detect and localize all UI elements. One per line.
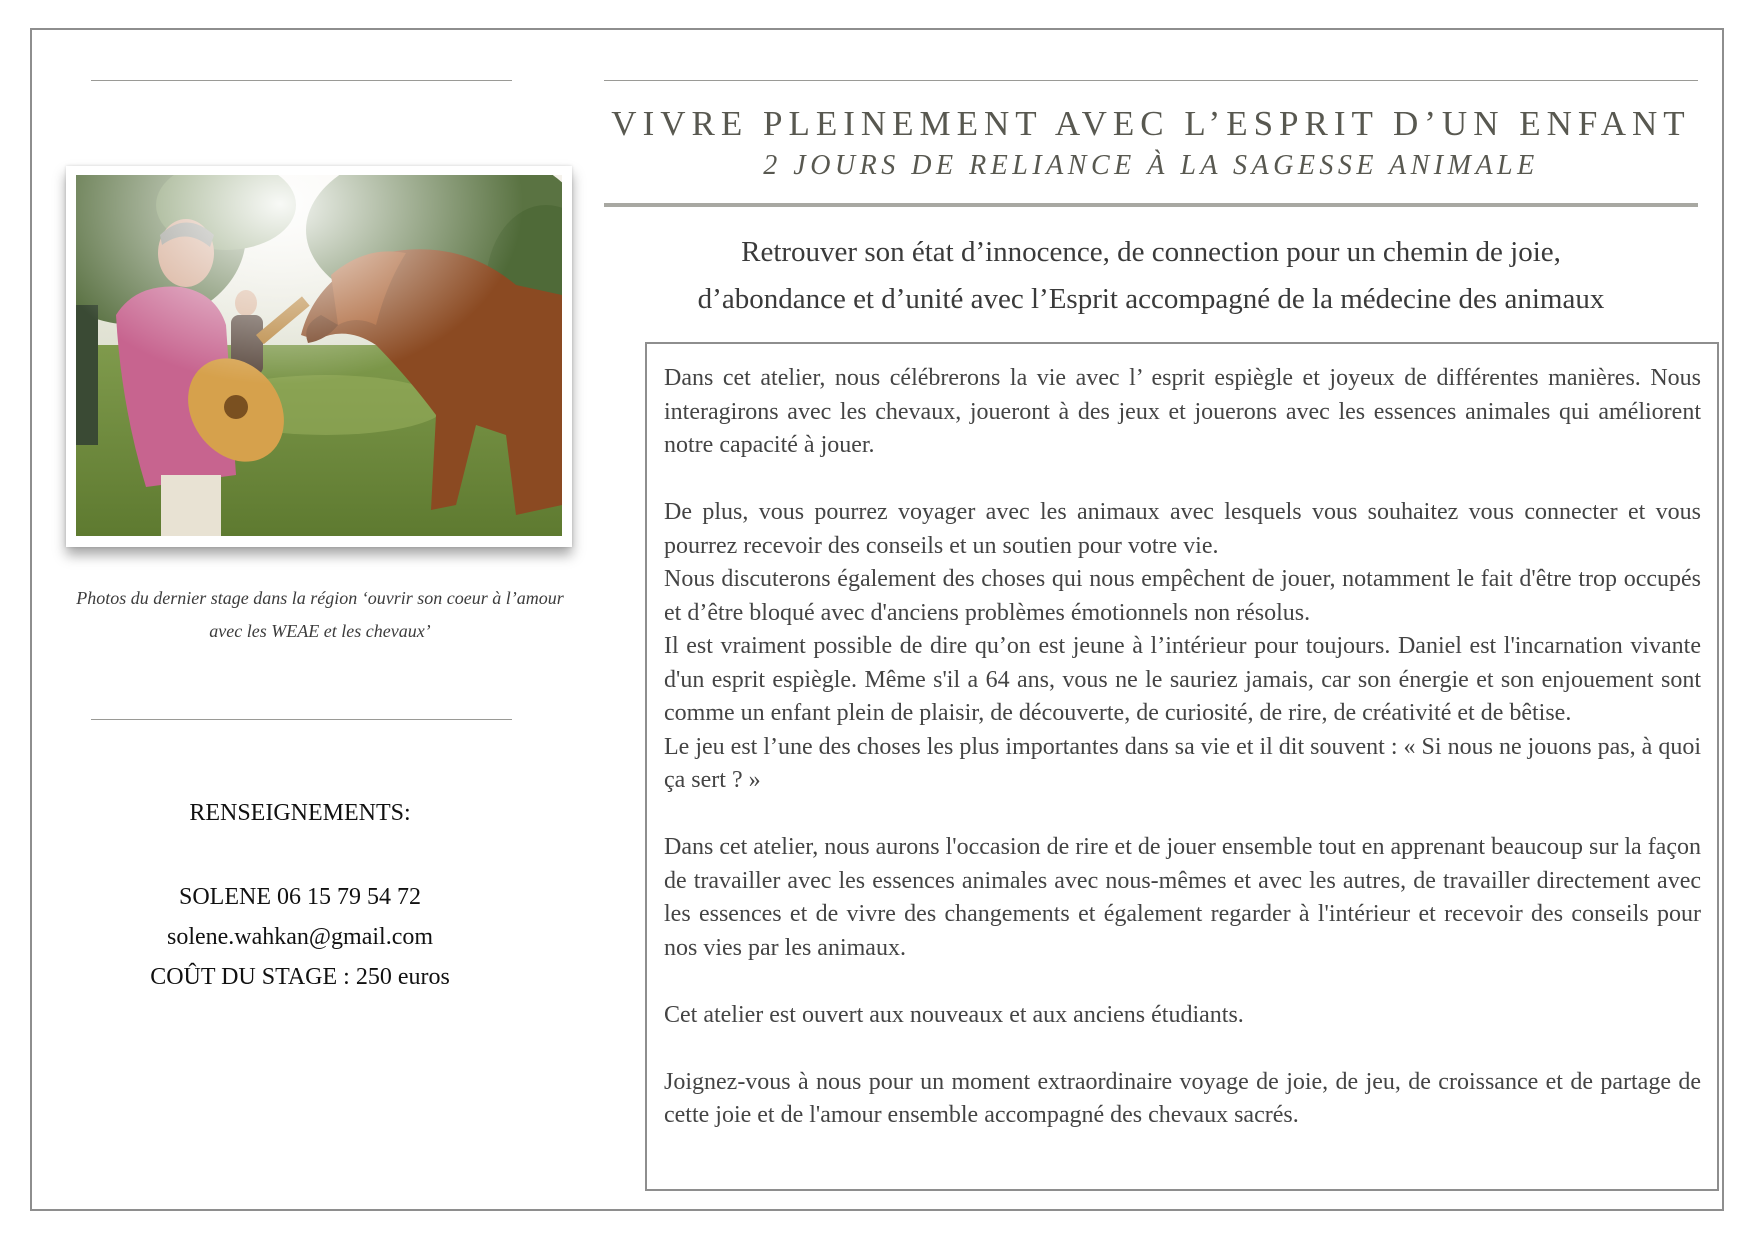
description-box <box>645 342 1719 1191</box>
left-top-divider <box>91 80 512 81</box>
contact-heading: RENSEIGNEMENTS: <box>189 800 411 826</box>
paragraph-7: Cet atelier est ouvert aux nouveaux et aux anciens étudiants. <box>664 1001 1244 1028</box>
caption-line-1: Photos du dernier stage dans la région ‘ouvrir son coeur à l’amour <box>76 588 564 608</box>
right-top-divider <box>604 80 1698 81</box>
paragraph-5: Le jeu est l’une des choses les plus importantes dans sa vie et il dit souvent : « Si nous ne jouons pas, à quoi ça sert ? » <box>664 733 1701 793</box>
intro-text <box>604 229 1698 323</box>
paragraph-3: Nous discuterons également des choses qui nous empêchent de jouer, notamment le fait d'être trop occupés et d’être bloqué avec d'anciens problèmes émotionnels non résolus. <box>664 566 1701 626</box>
workshop-cost: COÛT DU STAGE : 250 euros <box>150 964 450 990</box>
title-underline <box>604 203 1698 207</box>
page-subtitle: 2 JOURS DE RELIANCE À LA SAGESSE ANIMALE <box>763 150 1539 181</box>
contact-phone: SOLENE 06 15 79 54 72 <box>179 884 421 910</box>
paragraph-4: Il est vraiment possible de dire qu’on est jeune à l’intérieur pour toujours. Daniel est l'incarnation vivante d'un esprit espiègle. Même s'il a 64 ans, vous ne le sauriez jamais, car son énergie et son enjouement sont comme un enfant plein de plaisir, de découverte, de curiosité, de rire, de créativité et de bêtise. <box>664 633 1701 726</box>
photo-caption <box>50 582 590 648</box>
left-middle-divider <box>91 719 512 720</box>
contact-email[interactable]: solene.wahkan@gmail.com <box>166 924 434 950</box>
paragraph-8: Joignez-vous à nous pour un moment extraordinaire voyage de joie, de jeu, de croissance et de partage de cette joie et de l'amour ensemble accompagné des chevaux sacrés. <box>664 1068 1701 1128</box>
page-title: VIVRE PLEINEMENT AVEC L’ESPRIT D’UN ENFANT <box>611 104 1691 143</box>
man-with-guitar-and-horse-image <box>76 175 562 536</box>
photo-frame <box>66 166 572 547</box>
caption-line-2: avec les WEAE et les chevaux’ <box>209 621 431 641</box>
paragraph-1: Dans cet atelier, nous célébrerons la vie avec l’ esprit espiègle et joyeux de différentes manières. Nous interagirons avec les chevaux, joueront à des jeux et jouerons avec les essences animales qui améliorent notre capacité à jouer. <box>664 365 1701 458</box>
paragraph-2: De plus, vous pourrez voyager avec les animaux avec lesquels vous souhaitez vous connecter et vous pourrez recevoir des conseils et un soutien pour votre vie. <box>664 499 1701 559</box>
workshop-photo <box>76 175 562 536</box>
intro-line-1: Retrouver son état d’innocence, de connection pour un chemin de joie, <box>741 236 1561 268</box>
paragraph-6: Dans cet atelier, nous aurons l'occasion de rire et de jouer ensemble tout en apprenant beaucoup sur la façon de travailler avec les essences animales avec nous-mêmes et avec les autres, de travailler directement avec les essences et de vivre des changements et également regarder à l'intérieur et recevoir des conseils pour nos vies par les animaux. <box>664 834 1701 961</box>
intro-line-2: d’abondance et d’unité avec l’Esprit accompagné de la médecine des animaux <box>697 283 1605 315</box>
